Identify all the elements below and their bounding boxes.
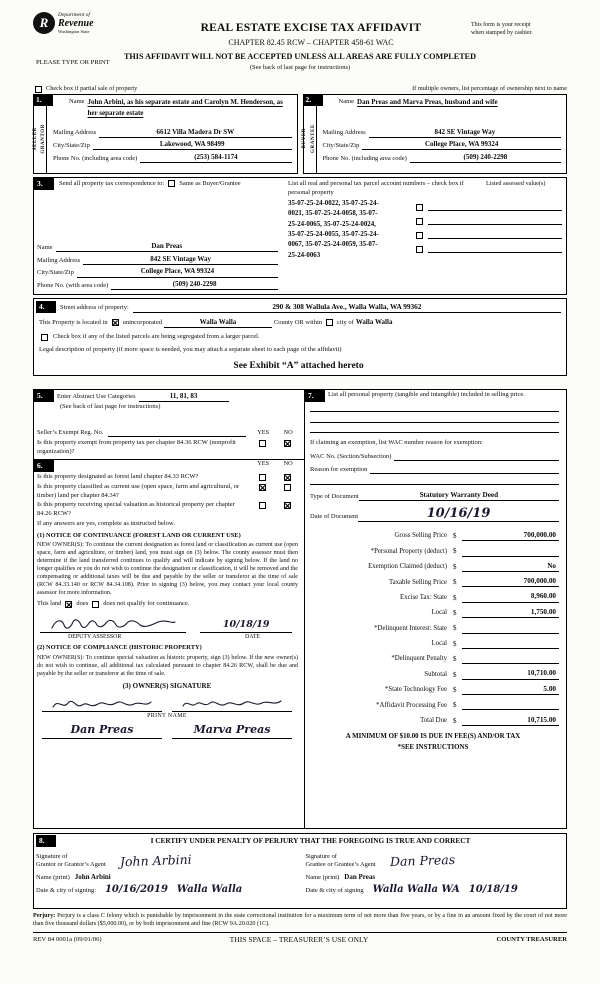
section3-tab: 3. (34, 178, 54, 190)
section5-tab: 5. (34, 390, 54, 402)
fin-value: No (462, 562, 559, 572)
seller-grantor-box (33, 94, 298, 174)
logo-text (58, 12, 94, 35)
buyer-mailing-label: Mailing Address (322, 129, 366, 137)
unincorporated-checkbox[interactable] (112, 319, 119, 326)
perjury-text: Perjury is a class C felony which is punishable by imprisonment in the state correctional institution for a maximum term of not more than five years, or by a fine in an amount fixed by the court of not more than five thousand dollars ($5,000.00), or by both imprisonment and fine (RCW 9A.20.020 (1C). (33, 913, 567, 928)
assessor-date-value: 10/18/19 (222, 619, 270, 631)
fin-value: 700,000.00 (462, 531, 559, 541)
buyer-grantee-box (303, 94, 568, 174)
seller-phone-label: Phone No. (including area code) (53, 154, 138, 162)
form-header (33, 12, 567, 82)
buyer-phone-label: Phone No. (including area code) (322, 154, 407, 162)
form-footer (33, 932, 567, 945)
seller-mailing-label: Mailing Address (53, 129, 97, 137)
excise-tax-state-row (305, 587, 561, 602)
grantee-signature: Dan Preas (389, 852, 455, 870)
buyer-word: BUYER (302, 128, 307, 149)
section1-tab: 1. (33, 94, 53, 106)
exempt-reg-line (108, 430, 247, 437)
delinquent-interest-state-row (305, 618, 561, 633)
print-name-line-2 (172, 721, 292, 739)
grantee-word: GRANTEE (310, 124, 316, 154)
correspondence-csz-label: City/State/Zip (37, 269, 74, 277)
certification-statement: I CERTIFY UNDER PENALTY OF PERJURY THAT THE FOREGOING IS TRUE AND CORRECT (150, 836, 471, 846)
grantor-city-value: Walla Walla (176, 884, 243, 896)
section5-see-back: (See back of last page for instructions) (60, 402, 161, 410)
county-value: Walla Walla (164, 318, 272, 328)
dollar-sign: $ (453, 670, 457, 679)
assessed-value-line (428, 232, 562, 239)
owner-signature-line-2 (172, 692, 292, 712)
fin-label: Total Due (420, 717, 447, 725)
land-does-checkbox[interactable] (65, 601, 72, 608)
current-use-no-checkbox[interactable] (284, 484, 291, 491)
county-or-within-label: County OR within (273, 318, 323, 326)
notice-of-compliance-title: (2) NOTICE OF COMPLIANCE (HISTORIC PROPERTY) (37, 644, 202, 652)
partial-sale-checkbox[interactable] (35, 86, 42, 93)
grantor-certification (36, 849, 292, 896)
fin-label: *Affidavit Processing Fee (376, 701, 447, 709)
correspondence-csz-value: College Place, WA 99324 (77, 267, 278, 277)
fin-label: *Personal Property (deduct) (370, 547, 447, 555)
dollar-sign: $ (453, 578, 457, 587)
exempt-reg-label: Seller’s Exempt Reg. No. (37, 428, 104, 436)
seller-mailing-value: 6612 Villa Madera Dr SW (99, 128, 291, 138)
owner-signature-line-1 (42, 692, 162, 712)
dollar-sign: $ (453, 639, 457, 648)
correspondence-phone-label: Phone No. (with area code) (37, 281, 109, 289)
date-of-document-line (358, 507, 559, 521)
personal-property-label: List all personal property (tangible and intangible) included in selling price. (328, 391, 525, 399)
see-back-note: (See back of last page for instructions) (249, 63, 351, 71)
fin-value (462, 702, 559, 710)
if-yes-instruction: If any answers are yes, complete as instructed below. (37, 520, 175, 528)
fin-label: Excise Tax: State (400, 593, 447, 601)
correspondence-mailing-label: Mailing Address (37, 256, 81, 264)
delinquent-interest-local-row (305, 634, 561, 649)
dollar-sign: $ (453, 609, 457, 618)
grantor-name-value: John Arbini (74, 872, 111, 881)
assessor-date-line (200, 613, 292, 633)
perjury-label: Perjury: (33, 913, 56, 920)
parcel-line: 0021, 35-07-25-24-0058, 35-07- (288, 210, 378, 218)
section7-tab: 7. (305, 390, 325, 402)
current-use-yes-checkbox[interactable] (259, 484, 266, 491)
qualify-label: qualify for continuance. (127, 600, 190, 608)
print-name-value-1: Dan Preas (70, 723, 134, 737)
fin-value: 700,000.00 (462, 577, 559, 587)
fin-value: 10,715.00 (462, 716, 559, 726)
fin-value (462, 641, 559, 649)
print-name-line-1 (42, 721, 162, 739)
parcel-numbers-list (288, 199, 410, 290)
exempt-question: Is this property exempt from property tax per chapter 84.36 RCW (nonprofit organization)? (37, 439, 236, 455)
fin-value: 8,960.00 (462, 592, 559, 602)
personal-property-checkbox-1[interactable] (416, 204, 423, 211)
seller-phone-value: (253) 584-1174 (140, 153, 291, 163)
no-header: NO (283, 429, 293, 437)
subtotal-row (305, 664, 561, 679)
historical-question: Is this property receiving special valuation as historical property per chapter 84.26 RCW? (37, 501, 235, 517)
correspondence-name-label: Name (37, 243, 53, 251)
seller-side-label (34, 95, 47, 173)
buyer-name-value: Dan Preas and Marva Preas, husband and wife (357, 98, 498, 107)
grantor-word: GRANTOR (41, 123, 46, 154)
buyer-name-label: Name (338, 98, 355, 106)
seller-word: SELLER (32, 127, 38, 151)
buyer-csz-value: College Place, WA 99324 (362, 140, 561, 150)
section4-tab: 4. (36, 301, 56, 313)
correspondence-name-value: Dan Preas (56, 242, 279, 252)
county-treasurer-label: COUNTY TREASURER (496, 935, 567, 943)
personal-property-checkbox-4[interactable] (416, 246, 423, 253)
same-as-buyer-label: Same as Buyer/Grantee (179, 179, 241, 187)
fin-label: Subtotal (424, 670, 447, 678)
logo-washington-state: Washington State (58, 29, 90, 35)
print-name-label: PRINT NAME (147, 712, 187, 719)
parcel-line: 35-07-25-24-0022, 35-07-25-24- (288, 200, 379, 208)
notice-of-continuance-title: (1) NOTICE OF CONTINUANCE (FOREST LAND OR CURRENT USE) (37, 531, 241, 539)
listed-assessed-values-label: Listed assessed value(s) (486, 180, 546, 188)
section8-tab: 8. (36, 835, 56, 847)
grantee-certification (306, 849, 562, 896)
reason-for-exemption-line (370, 466, 559, 474)
seller-csz-value: Lakewood, WA 98499 (93, 140, 292, 150)
owner-signature-1 (50, 696, 154, 711)
logo-area (33, 12, 151, 48)
logo-department-of: Department of (58, 12, 90, 18)
exempt-no-checkbox[interactable] (284, 440, 291, 447)
delinquent-penalty-row (305, 649, 561, 664)
buyer-side-label (304, 95, 317, 173)
grantee-signature-of-label: Signature of (305, 853, 337, 861)
grantor-signature: John Arbini (119, 852, 192, 870)
personal-property-line (310, 402, 559, 413)
section6-tab: 6. (34, 460, 54, 472)
dollar-sign: $ (453, 624, 457, 633)
section7-selling-price (305, 389, 567, 829)
section4-property-location (33, 298, 567, 376)
owners-signature-title: (3) OWNER(S) SIGNATURE (122, 681, 212, 690)
fin-label: Exemption Claimed (deduct) (368, 563, 447, 571)
grantee-signature-line (390, 853, 562, 869)
historical-yes-checkbox[interactable] (259, 502, 266, 509)
exemption-claimed-row (305, 557, 561, 572)
grantee-agent-label: Grantee or Grantee’s Agent (305, 861, 376, 869)
historical-no-checkbox[interactable] (284, 502, 291, 509)
date-label: DATE (244, 633, 260, 640)
gross-selling-price-row (305, 526, 561, 541)
fin-value (462, 626, 559, 634)
seller-csz-label: City/State/Zip (53, 141, 90, 149)
correspondence-phone-value: (509) 240-2298 (111, 280, 278, 290)
reason-for-exemption-line2 (310, 474, 559, 485)
assessed-value-line (428, 218, 562, 225)
located-in-label: This Property is located in (39, 318, 108, 326)
correspondence-mailing-value: 842 SE Vintage Way (83, 255, 278, 265)
seller-name-label: Name (69, 98, 85, 106)
multiple-owners-note: If multiple owners, list percentage of ownership next to name (412, 85, 567, 92)
forest-yes-checkbox[interactable] (259, 474, 266, 481)
city-value: Walla Walla (355, 318, 393, 327)
receipt-note (471, 12, 567, 48)
assessed-value-line (428, 204, 562, 211)
personal-property-checkbox-3[interactable] (416, 232, 423, 239)
grantor-date-value: 10/16/2019 (104, 884, 168, 896)
assessed-values-column (410, 199, 562, 290)
fin-label: Taxable Selling Price (388, 578, 447, 586)
yes-header: YES (257, 429, 270, 437)
fin-value: 10,710.00 (462, 669, 559, 679)
reason-for-exemption-label: Reason for exemption (310, 466, 368, 474)
left-column (33, 389, 305, 829)
revenue-logo-icon: R (33, 12, 55, 34)
city-checkbox[interactable] (326, 319, 333, 326)
see-instructions-note: *SEE INSTRUCTIONS (397, 743, 469, 751)
personal-property-checkbox-2[interactable] (416, 218, 423, 225)
grantee-date-value: 10/18/19 (468, 884, 518, 896)
dollar-sign: $ (453, 532, 457, 541)
form-title: REAL ESTATE EXCISE TAX AFFIDAVIT (200, 22, 422, 34)
personal-property-line (310, 423, 559, 434)
segregated-label: Check box if any of the listed parcels are being segregated from a larger parcel. (53, 332, 260, 340)
grantor-signature-of-label: Signature of (36, 853, 68, 861)
type-of-document-label: Type of Document (310, 492, 359, 500)
personal-property-line (310, 412, 559, 423)
taxable-selling-price-row (305, 572, 561, 587)
warning-line: THIS AFFIDAVIT WILL NOT BE ACCEPTED UNLESS ALL AREAS ARE FULLY COMPLETED (123, 52, 477, 62)
receipt-note-line2: when stamped by cashier. (471, 30, 533, 37)
abstract-use-label: Enter Abstract Use Categories (57, 393, 136, 401)
city-of-label: city of (337, 318, 354, 326)
form-revision-number: REV 84 0001a (09/01/06) (33, 935, 102, 943)
affidavit-processing-fee-row (305, 695, 561, 710)
deputy-assessor-signature (48, 616, 178, 632)
exemption-note: If claiming an exemption, list WAC number reason for exemption: (310, 439, 483, 447)
grantee-name-print-label: Name (print) (305, 873, 340, 881)
fin-label: Gross Selling Price (394, 532, 447, 540)
fin-value (462, 549, 559, 557)
parcel-line: 0067, 35-07-25-24-0059, 35-07- (288, 241, 378, 249)
type-of-document-value: Statutory Warranty Deed (359, 491, 559, 501)
dollar-sign: $ (453, 547, 457, 556)
send-correspondence-label: Send all property tax correspondence to: (59, 179, 165, 187)
section8-certification (33, 833, 567, 909)
date-of-document-value: 10/16/19 (426, 506, 491, 522)
date-of-document-label: Date of Document (310, 513, 359, 521)
buyer-csz-label: City/State/Zip (322, 141, 360, 149)
dollar-sign: $ (453, 701, 457, 710)
street-address-label: Street address of property: (60, 304, 129, 312)
buyer-phone-value: (509) 240-2298 (410, 153, 561, 163)
fin-value: 1,750.00 (462, 608, 559, 618)
notice-of-continuance-body: NEW OWNER(S): To continue the current designation as forest land or classification as current use (open space, farm and agriculture, or timber) land, you must sign on (3) below. The county assessor must then determine if the land transferred continues to qualify and will indicate by signing below. If the land no longer qualifies or you do not wish to continue the designation or classification, it will be removed and the compensating or additional taxes will be due and payable by the seller or transferor at the time of sale (RCW 84.33.140 or RCW 84.34.108). Prior to signing (3) below, you may contact your local county assessor for more information. (37, 542, 298, 597)
partial-sale-label: Check box if partial sale of property (46, 85, 138, 92)
grantor-agent-label: Grantor or Grantor’s Agent (36, 861, 106, 869)
segregated-checkbox[interactable] (41, 334, 48, 341)
dept-of-revenue-logo (33, 12, 151, 35)
receipt-note-line1: This form is your receipt (471, 22, 531, 28)
grantor-name-print-label: Name (print) (36, 873, 70, 881)
wac-number-label: WAC No. (Section/Subsection) (310, 452, 392, 460)
treasurer-use-only-label: THIS SPACE – TREASURER’S USE ONLY (229, 935, 369, 945)
exempt-yes-checkbox[interactable] (259, 440, 266, 447)
owner-signature-2 (180, 696, 284, 711)
section6-land-classification (34, 460, 304, 828)
grantor-date-city-label: Date & city of signing: (36, 887, 96, 895)
personal-property-deduct-row (305, 541, 561, 556)
top-check-row (33, 85, 567, 93)
fin-label: Local (431, 640, 447, 648)
assessed-value-line (428, 246, 562, 253)
section3-tax-correspondence (33, 177, 567, 295)
logo-revenue: Revenue (58, 18, 94, 30)
dollar-sign: $ (453, 655, 457, 664)
does-label: does (76, 600, 89, 608)
dollar-sign: $ (453, 716, 457, 725)
same-as-buyer-checkbox[interactable] (168, 180, 175, 187)
fin-label: *State Technology Fee (384, 686, 447, 694)
grantee-city-value: Walla Walla WA (372, 884, 460, 896)
fin-label: *Delinquent Interest: State (374, 624, 447, 632)
grantor-signature-line (120, 853, 292, 869)
parcel-line: 35-07-25-24-0055, 35-07-25-24- (288, 231, 379, 239)
land-does-not-checkbox[interactable] (92, 601, 99, 608)
unincorporated-label: unincorporated (122, 318, 162, 326)
parcel-line: 25-24-0065, 35-07-25-24-0024, (288, 220, 376, 228)
section5-abstract-use (34, 390, 304, 460)
print-name-value-2: Marva Preas (193, 723, 271, 737)
minimum-fee-note: A MINIMUM OF $10.00 IS DUE IN FEE(S) AND/OR TAX (345, 732, 521, 740)
abstract-use-value: 11, 81, 83 (139, 392, 229, 402)
legal-description-value: See Exhibit “A” attached hereto (233, 360, 364, 371)
total-due-row (305, 710, 561, 725)
deputy-assessor-signature-line (40, 613, 186, 633)
does-not-label: does not (103, 600, 126, 608)
section2-tab: 2. (303, 94, 323, 106)
state-technology-fee-row (305, 680, 561, 695)
dollar-sign: $ (453, 562, 457, 571)
forest-land-question: Is this property designated as forest land chapter 84.33 RCW? (37, 473, 199, 481)
fin-label: *Delinquent Penalty (391, 655, 447, 663)
parcel-line: 25-24-0063 (288, 251, 321, 259)
fin-value: 5.00 (462, 685, 559, 695)
no-header: NO (283, 460, 293, 468)
dollar-sign: $ (453, 593, 457, 602)
street-address-value: 290 & 308 Wallula Ave., Walla Walla, WA 99362 (133, 302, 561, 312)
form-chapter: CHAPTER 82.45 RCW – CHAPTER 458-61 WAC (228, 37, 394, 47)
current-use-question: Is this property classified as current use (open space, farm and agricultural, or timber) land per chapter 84.34? (37, 483, 240, 499)
seller-name-value: John Arbini, as his separate estate and Carolyn M. Henderson, as her separate estate (87, 98, 283, 117)
grantee-name-value: Dan Preas (344, 872, 376, 881)
perjury-notice (33, 913, 567, 929)
legal-description-label: Legal description of property (if more space is needed, you may attach a separate sheet to each page of the affidavit) (39, 346, 342, 354)
deputy-assessor-label: DEPUTY ASSESSOR (68, 633, 122, 640)
financial-summary (305, 526, 561, 726)
title-block (151, 12, 471, 48)
excise-tax-local-row (305, 603, 561, 618)
fin-value (462, 656, 559, 664)
buyer-mailing-value: 842 SE Vintage Way (369, 128, 561, 138)
this-land-label: This land (37, 600, 62, 608)
forest-no-checkbox[interactable] (284, 474, 291, 481)
fin-label: Local (431, 609, 447, 617)
yes-header: YES (257, 460, 270, 468)
wac-number-line (394, 453, 559, 461)
please-type-or-print: PLEASE TYPE OR PRINT (36, 59, 110, 66)
notice-of-compliance-body: NEW OWNER(S): To continue special valuation as historic property, sign (3) below. If the new owner(s) do not wish to continue, all additional tax calculated pursuant to chapter 84.26 RCW, shall be due and payable by the seller or transferor at the time of sale. (37, 654, 298, 677)
dollar-sign: $ (453, 685, 457, 694)
grantee-date-city-label: Date & city of signing (305, 887, 364, 895)
parcel-numbers-header: List all real and personal tax parcel account numbers – check box if personal property (288, 180, 464, 196)
